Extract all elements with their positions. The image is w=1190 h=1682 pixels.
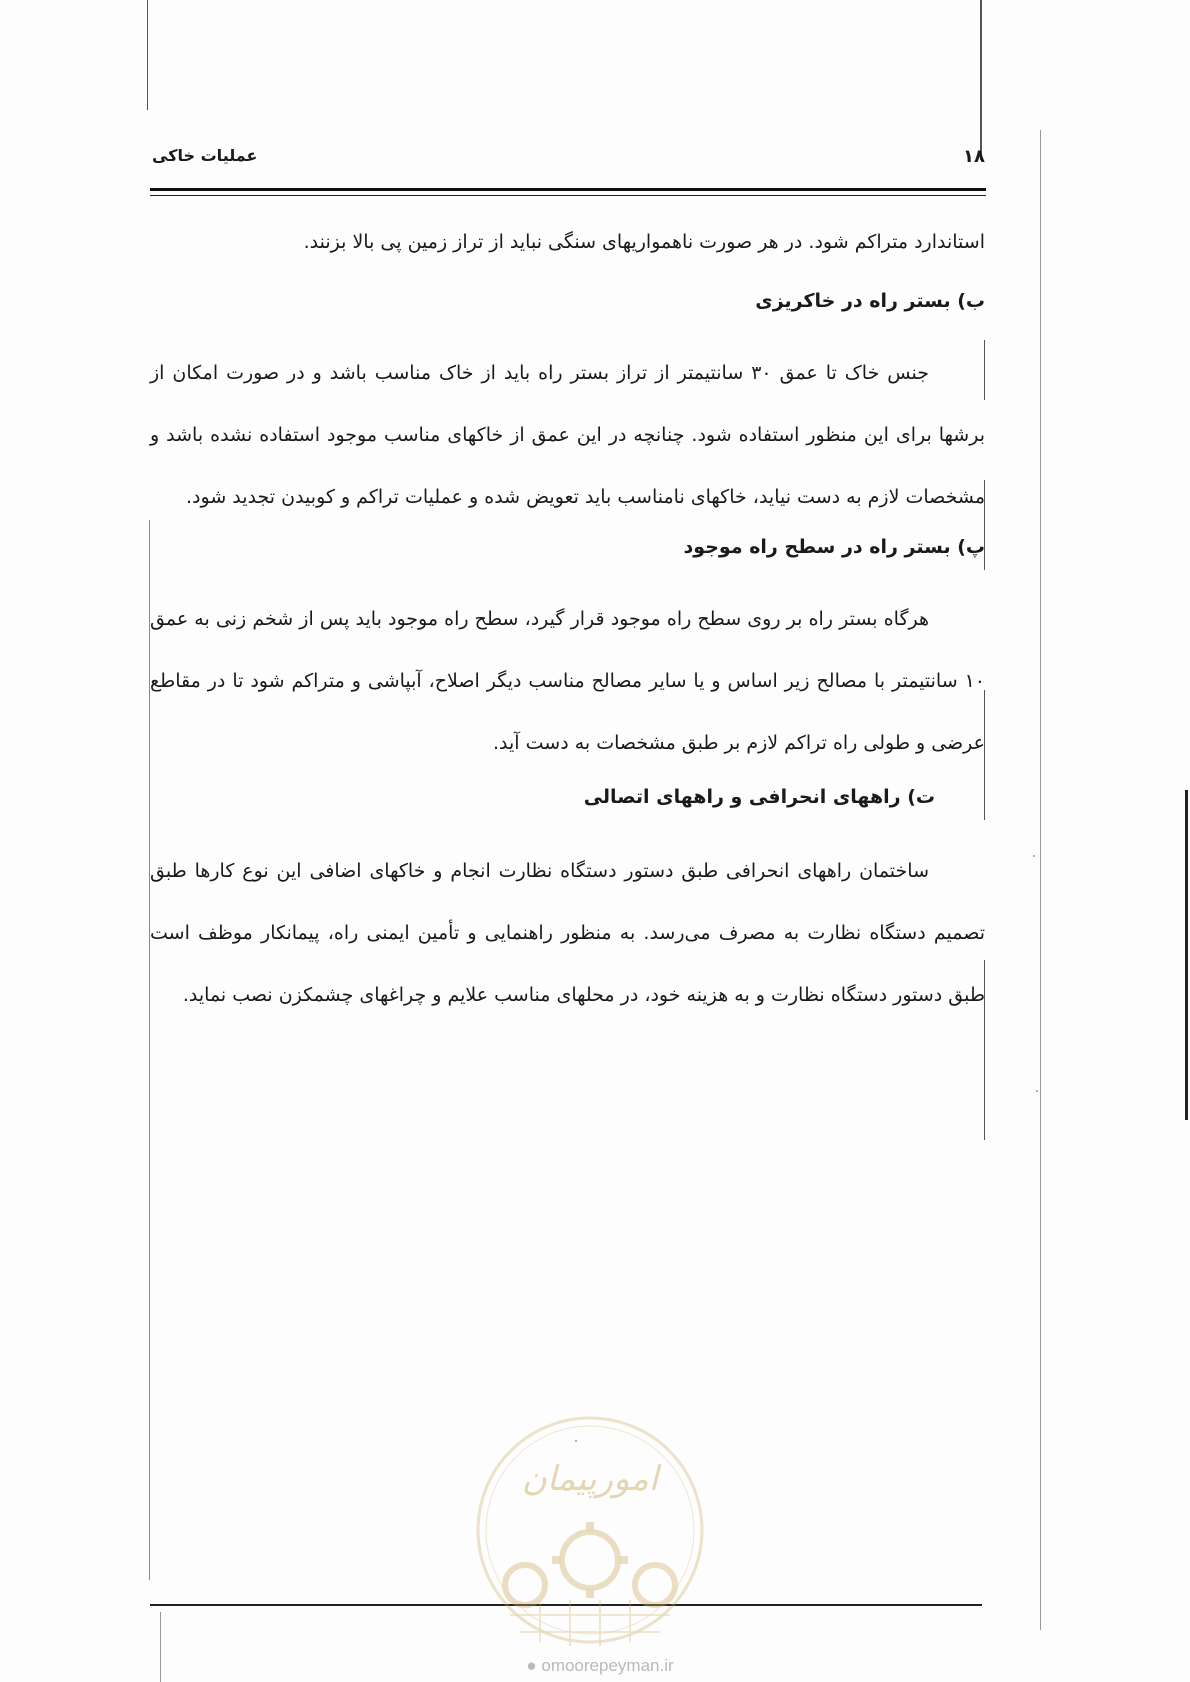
globe-icon: ●: [526, 1656, 537, 1675]
section-heading-p: پ) بستر راه در سطح راه موجود: [683, 536, 985, 558]
scan-line-right-margin: [1040, 130, 1041, 1630]
scan-line-bottom-left: [160, 1612, 161, 1682]
paragraph-b: جنس خاک تا عمق ۳۰ سانتیمتر از تراز بستر راه باید از خاک مناسب باشد و در صورت امکان از برشها برای این منظور استفاده شود. چنانچه در این عمق از خاکهای مناسب موجود استفاده نشده باشد و مشخصات لازم به دست نیاید، خاکهای نامناسب باید تعویض شده و عملیات تراکم و کوبیدن تجدید شود.: [150, 362, 985, 508]
section-heading-b: ب) بستر راه در خاکریزی: [755, 290, 985, 312]
running-title: عملیات خاکی: [152, 146, 258, 165]
scan-line-left-top: [147, 0, 148, 110]
scan-speck: [1033, 855, 1035, 857]
paragraph-continuation: استاندارد متراکم شود. در هر صورت ناهمواریهای سنگی نباید از تراز زمین پی بالا بزنند.: [303, 231, 985, 253]
page-number: ۱۸: [963, 146, 985, 167]
scan-line-header-right: [980, 0, 982, 160]
scan-line-edge: [1185, 790, 1188, 1120]
watermark-site-text: ● omoorepeyman.ir: [526, 1656, 674, 1675]
paragraph-p: هرگاه بستر راه بر روی سطح راه موجود قرار گیرد، سطح راه موجود باید پس از شخم زنی به عمق ۱۰ سانتیمتر با مصالح زیر اساس و یا سایر مصالح مناسب دیگر اصلاح، آبپاشی و متراکم شود تا در مقاطع عرضی و طولی راه تراکم لازم بر طبق مشخصات به دست آید.: [150, 608, 985, 754]
watermark-logo: [470, 1410, 710, 1660]
watermark-logo-text: امورپیمان: [521, 1459, 659, 1499]
section-heading-t: ت) راههای انحرافی و راههای اتصالی: [583, 786, 935, 808]
header-rule-thin: [150, 195, 986, 196]
scan-speck: [1036, 1090, 1038, 1092]
header-rule-thick: [150, 188, 986, 191]
document-body: [150, 222, 985, 1026]
page-header: [150, 140, 985, 170]
paragraph-t: ساختمان راههای انحرافی طبق دستور دستگاه نظارت انجام و خاکهای اضافی این نوع کارها طبق تصمیم دستگاه نظارت به مصرف می‌رسد. به منظور راهنمایی و تأمین ایمنی راه، پیمانکار موظف است طبق دستور دستگاه نظارت و به هزینه خود، در محلهای مناسب علایم و چراغهای چشمکزن نصب نماید.: [150, 860, 985, 1006]
